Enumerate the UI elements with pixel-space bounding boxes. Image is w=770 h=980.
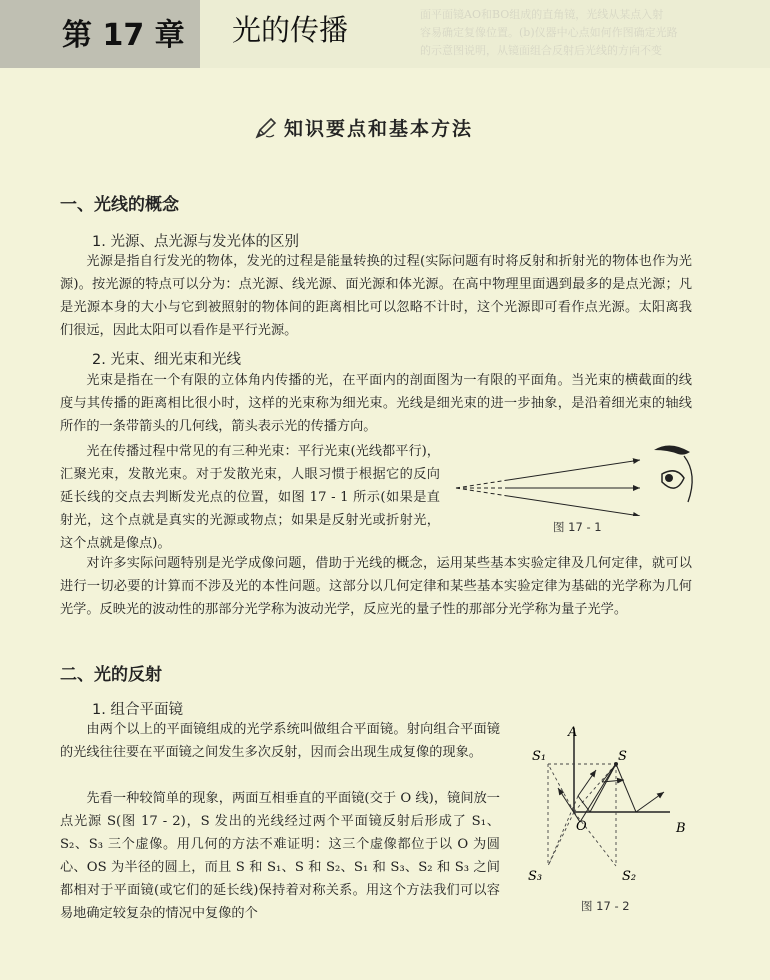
figure-17-1-caption: 图 17 - 1 [553,520,602,534]
figure-17-2 [518,722,708,892]
label-s2: S₂ [622,869,637,884]
paragraph-perpendicular-mirrors: 先看一种较简单的现象，两面互相垂直的平面镜(交于 O 线)，镜间放一点光源 S(图 17 - 2)，S 发出的光线经过两个平面镜反射后形成了 S₁、S₂、S₃ 三个虚像。用几何的方法不难证明：这三个虚像都位于以 O 为圆心、OS 为半径的圆上，而且 S 和 S₁、S 和 S₂、S₁ 和 S₃、S₂ 和 S₃ 之间都相对于平面镜(或它们的延长线)保持着对称关系。用这个方法我们可以容易地确定较复杂的情况中复像的个 [60,791,500,921]
paragraph-light-source: 光源是指自行发光的物体，发光的过程是能量转换的过程(实际问题有时将反射和折射光的物体也作为光源)。按光源的特点可以分为：点光源、线光源、面光源和体光源。在高中物理里面遇到最多的是点光源；凡是光源本身的大小与它到被照射的物体间的距离相比可以忽略不计时，这个光源即可看作点光源。太阳离我们很远，因此太阳可以看作是平行光源。 [60,254,692,338]
label-s: S [618,749,627,764]
label-b: B [676,821,686,836]
subsection-heading-1-1: 1. 光源、点光源与发光体的区别 [92,234,299,250]
subsection-heading-1-2: 2. 光束、细光束和光线 [92,352,241,368]
label-s1: S₁ [532,749,547,764]
label-a: A [568,725,578,740]
paragraph-geometric-optics: 对许多实际问题特别是光学成像问题，借助于光线的概念，运用某些基本实验定律及几何定律，就可以进行一切必要的计算而不涉及光的本性问题。这部分以几何定律和某些基本实验定律为基础的光学称为几何光学。反映光的波动性的那部分光学称为波动光学，反应光的量子性的那部分光学称为量子光学。 [60,556,692,617]
subsection-heading-2-1: 1. 组合平面镜 [92,702,183,718]
bleed-through-text: 面平面镜AO和BO组成的直角镜，光线从某点入射 容易确定复像位置。(b)仪器中心点如何作图确定光路 的示意图说明，从镜面组合反射后光线的方向不变 [420,8,678,57]
section-banner [254,114,473,141]
pencil-icon [254,116,278,140]
paragraph-combined-mirror: 由两个以上的平面镜组成的光学系统叫做组合平面镜。射向组合平面镜的光线往往要在平面镜之间发生多次反射，因而会出现生成复像的现象。 [60,722,500,760]
label-s3: S₃ [528,869,543,884]
paragraph-three-beams: 光在传播过程中常见的有三种光束：平行光束(光线都平行)，汇聚光束，发散光束。对于发散光束，人眼习惯于根据它的反向延长线的交点去判断发光点的位置，如图 17 - 1 所示(如果是直射光，这个点就是真实的光源或物点；如果是反射光或折射光，这个点就是像点)。 [60,444,440,551]
section-heading-1: 一、光线的概念 [60,195,179,215]
figure-17-2-caption: 图 17 - 2 [581,899,630,913]
paragraph-light-beam: 光束是指在一个有限的立体角内传播的光，在平面内的剖面图为一有限的平面角。当光束的横截面的线度与其传播的距离相比很小时，这样的光束称为细光束。光线是细光束的进一步抽象，是沿着细光束的轴线所作的一条带箭头的几何线，箭头表示光的传播方向。 [60,373,692,434]
eye-icon [654,445,692,502]
image-construction-lines [548,764,616,866]
section-banner-text: 知识要点和基本方法 [284,118,474,140]
mirrors [574,728,670,812]
label-o: O [576,819,587,834]
section-heading-2: 二、光的反射 [60,665,162,685]
figure-17-1 [448,440,704,516]
divergent-rays [456,460,640,516]
chapter-label: 第 17 章 [62,18,185,53]
chapter-title: 光的传播 [232,13,349,47]
